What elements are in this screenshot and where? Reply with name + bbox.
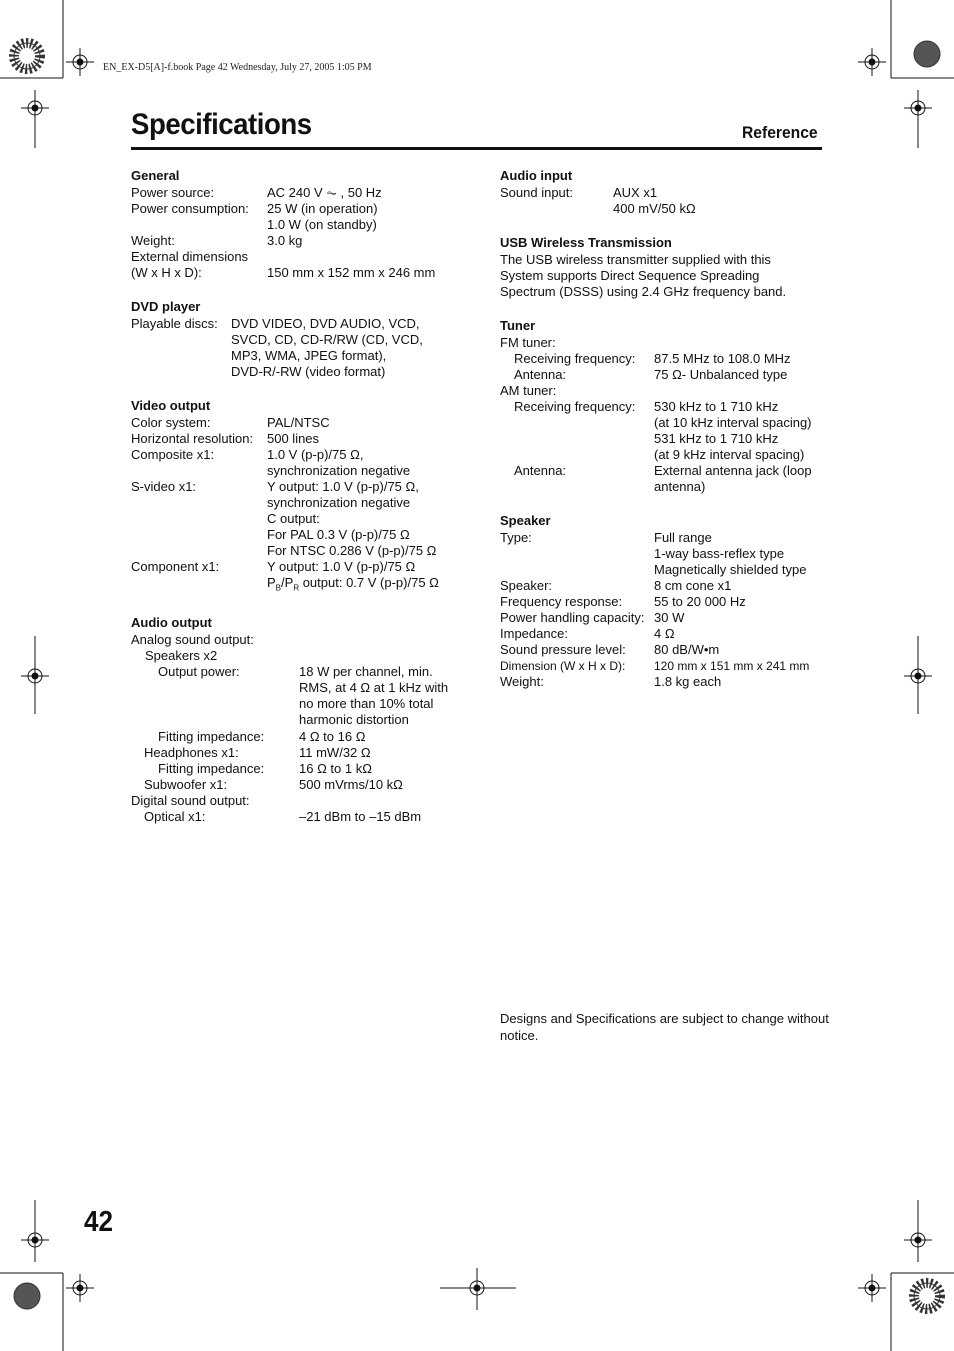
spec-value: For NTSC 0.286 V (p-p)/75 Ω [267, 543, 437, 558]
spec-value: AUX x1 [613, 185, 658, 200]
video-output-block [131, 398, 461, 597]
spec-value: 25 W (in operation) [267, 201, 378, 216]
spec-value: 400 mV/50 kΩ [613, 201, 696, 216]
spec-key: FM tuner: [500, 335, 556, 350]
spec-key: Composite x1: [131, 447, 215, 462]
spec-value: 1-way bass-reflex type [654, 546, 785, 561]
spec-value: –21 dBm to –15 dBm [299, 808, 422, 824]
spec-key: Fitting impedance: [158, 760, 265, 776]
spec-key: Subwoofer x1: [144, 776, 228, 792]
spec-key: Antenna: [514, 367, 567, 382]
spec-value: 30 W [654, 610, 685, 625]
spec-value: 531 kHz to 1 710 kHz [654, 431, 779, 446]
general-title: General [131, 168, 180, 183]
spec-key: External dimensions [131, 249, 249, 264]
spec-value: AC 240 V ⏦ , 50 Hz [267, 185, 382, 200]
spec-key: Speaker: [500, 578, 553, 593]
dvd-block [131, 299, 461, 380]
spec-value: 18 W per channel, min. [299, 663, 433, 679]
page-number: 42 [84, 1206, 114, 1238]
usb-block [500, 235, 830, 300]
notice-text: Designs and Specifications are subject to change without notice. [500, 1011, 829, 1043]
spec-value: DVD VIDEO, DVD AUDIO, VCD, [231, 316, 420, 331]
spec-value: 87.5 MHz to 108.0 MHz [654, 351, 791, 366]
spec-value: Full range [654, 530, 712, 545]
spec-value: antenna) [654, 479, 706, 494]
spec-key: Color system: [131, 415, 211, 430]
spec-key: Power source: [131, 185, 215, 200]
spec-value: 120 mm x 151 mm x 241 mm [654, 659, 810, 673]
section-label: Reference [742, 123, 818, 142]
right-column [500, 168, 830, 708]
spec-value: 150 mm x 152 mm x 246 mm [267, 265, 436, 280]
tuner-title: Tuner [500, 318, 536, 333]
spec-value: For PAL 0.3 V (p-p)/75 Ω [267, 527, 410, 542]
page-title: Specifications [131, 108, 312, 141]
spec-key: Output power: [158, 663, 240, 679]
spec-value: 55 to 20 000 Hz [654, 594, 746, 609]
audio-input-block [500, 168, 830, 217]
spec-value: $P_B/P_R$ output: 0.7 V (p-p)/75 Ω [267, 575, 439, 593]
spec-key: AM tuner: [500, 383, 557, 398]
spec-value: no more than 10% total [299, 695, 434, 711]
spec-value: 1.8 kg each [654, 674, 722, 689]
audio-output-block [131, 615, 461, 825]
spec-value: 4 Ω [654, 626, 675, 641]
spec-key: Optical x1: [144, 808, 206, 824]
spec-value: synchronization negative [267, 463, 411, 478]
spec-key: Analog sound output: [131, 631, 254, 647]
spec-value: 11 mW/32 Ω [299, 744, 371, 760]
spec-value: Y output: 1.0 V (p-p)/75 Ω, [267, 479, 419, 494]
spec-value: MP3, WMA, JPEG format), [231, 348, 387, 363]
spec-key: Speakers x2 [145, 647, 218, 663]
spec-key: Antenna: [514, 463, 567, 478]
spec-value: 500 mVrms/10 kΩ [299, 776, 403, 792]
spec-key: Receiving frequency: [514, 351, 636, 366]
speaker-title: Speaker [500, 513, 551, 528]
spec-value: 1.0 W (on standby) [267, 217, 377, 232]
spec-value: 500 lines [267, 431, 320, 446]
audio-output-title: Audio output [131, 614, 212, 630]
spec-key: Power consumption: [131, 201, 249, 216]
audio-input-title: Audio input [500, 168, 573, 183]
left-column [131, 168, 461, 843]
spec-value: Y output: 1.0 V (p-p)/75 Ω [267, 559, 416, 574]
spec-value: 75 Ω- Unbalanced type [654, 367, 788, 382]
spec-key: Fitting impedance: [158, 728, 265, 744]
spec-value: 1.0 V (p-p)/75 Ω, [267, 447, 364, 462]
spec-key: Headphones x1: [144, 744, 239, 760]
spec-key: Weight: [131, 233, 175, 248]
spec-value: DVD-R/-RW (video format) [231, 364, 386, 379]
spec-value: 80 dB/W•m [654, 642, 720, 657]
spec-value: Magnetically shielded type [654, 562, 807, 577]
general-block [131, 168, 461, 281]
video-title: Video output [131, 398, 211, 413]
spec-value: SVCD, CD, CD-R/RW (CD, VCD, [231, 332, 423, 347]
spec-key: Component x1: [131, 559, 220, 574]
usb-title: USB Wireless Transmission [500, 235, 672, 250]
spec-value: harmonic distortion [299, 711, 409, 727]
spec-value: 3.0 kg [267, 233, 303, 248]
spec-key: Digital sound output: [131, 792, 250, 808]
dvd-title: DVD player [131, 299, 201, 314]
spec-key: Horizontal resolution: [131, 431, 254, 446]
spec-key: (W x H x D): [131, 265, 202, 280]
speaker-block [500, 513, 830, 690]
spec-key: Weight: [500, 674, 544, 689]
spec-key: Receiving frequency: [514, 399, 636, 414]
spec-value: synchronization negative [267, 495, 411, 510]
spec-value: 530 kHz to 1 710 kHz [654, 399, 779, 414]
spec-key: Frequency response: [500, 594, 623, 609]
title-rule [131, 147, 822, 150]
spec-value: (at 9 kHz interval spacing) [654, 447, 805, 462]
spec-key: Power handling capacity: [500, 610, 645, 625]
spec-value: 16 Ω to 1 kΩ [299, 760, 372, 776]
spec-value: C output: [267, 511, 320, 526]
spec-value: RMS, at 4 Ω at 1 kHz with [299, 679, 449, 695]
spec-key: Playable discs: [131, 316, 218, 331]
spec-key: Sound input: [500, 185, 574, 200]
spec-value: External antenna jack (loop [654, 463, 812, 478]
usb-text: The USB wireless transmitter supplied with this System supports Direct Sequence Spreading Spectrum (DSSS) using 2.4 GHz frequency band. [500, 252, 787, 299]
spec-value: 4 Ω to 16 Ω [299, 728, 366, 744]
spec-value: (at 10 kHz interval spacing) [654, 415, 812, 430]
spec-key: Type: [500, 530, 532, 545]
tuner-block [500, 318, 830, 495]
spec-value: 8 cm cone x1 [654, 578, 732, 593]
header-note: EN_EX-D5[A]-f.book Page 42 Wednesday, July 27, 2005 1:05 PM [103, 62, 372, 73]
spec-key: S-video x1: [131, 479, 197, 494]
spec-key: Sound pressure level: [500, 642, 626, 657]
spec-value: PAL/NTSC [267, 415, 330, 430]
spec-key: Impedance: [500, 626, 568, 641]
spec-key: Dimension (W x H x D): [500, 659, 626, 673]
